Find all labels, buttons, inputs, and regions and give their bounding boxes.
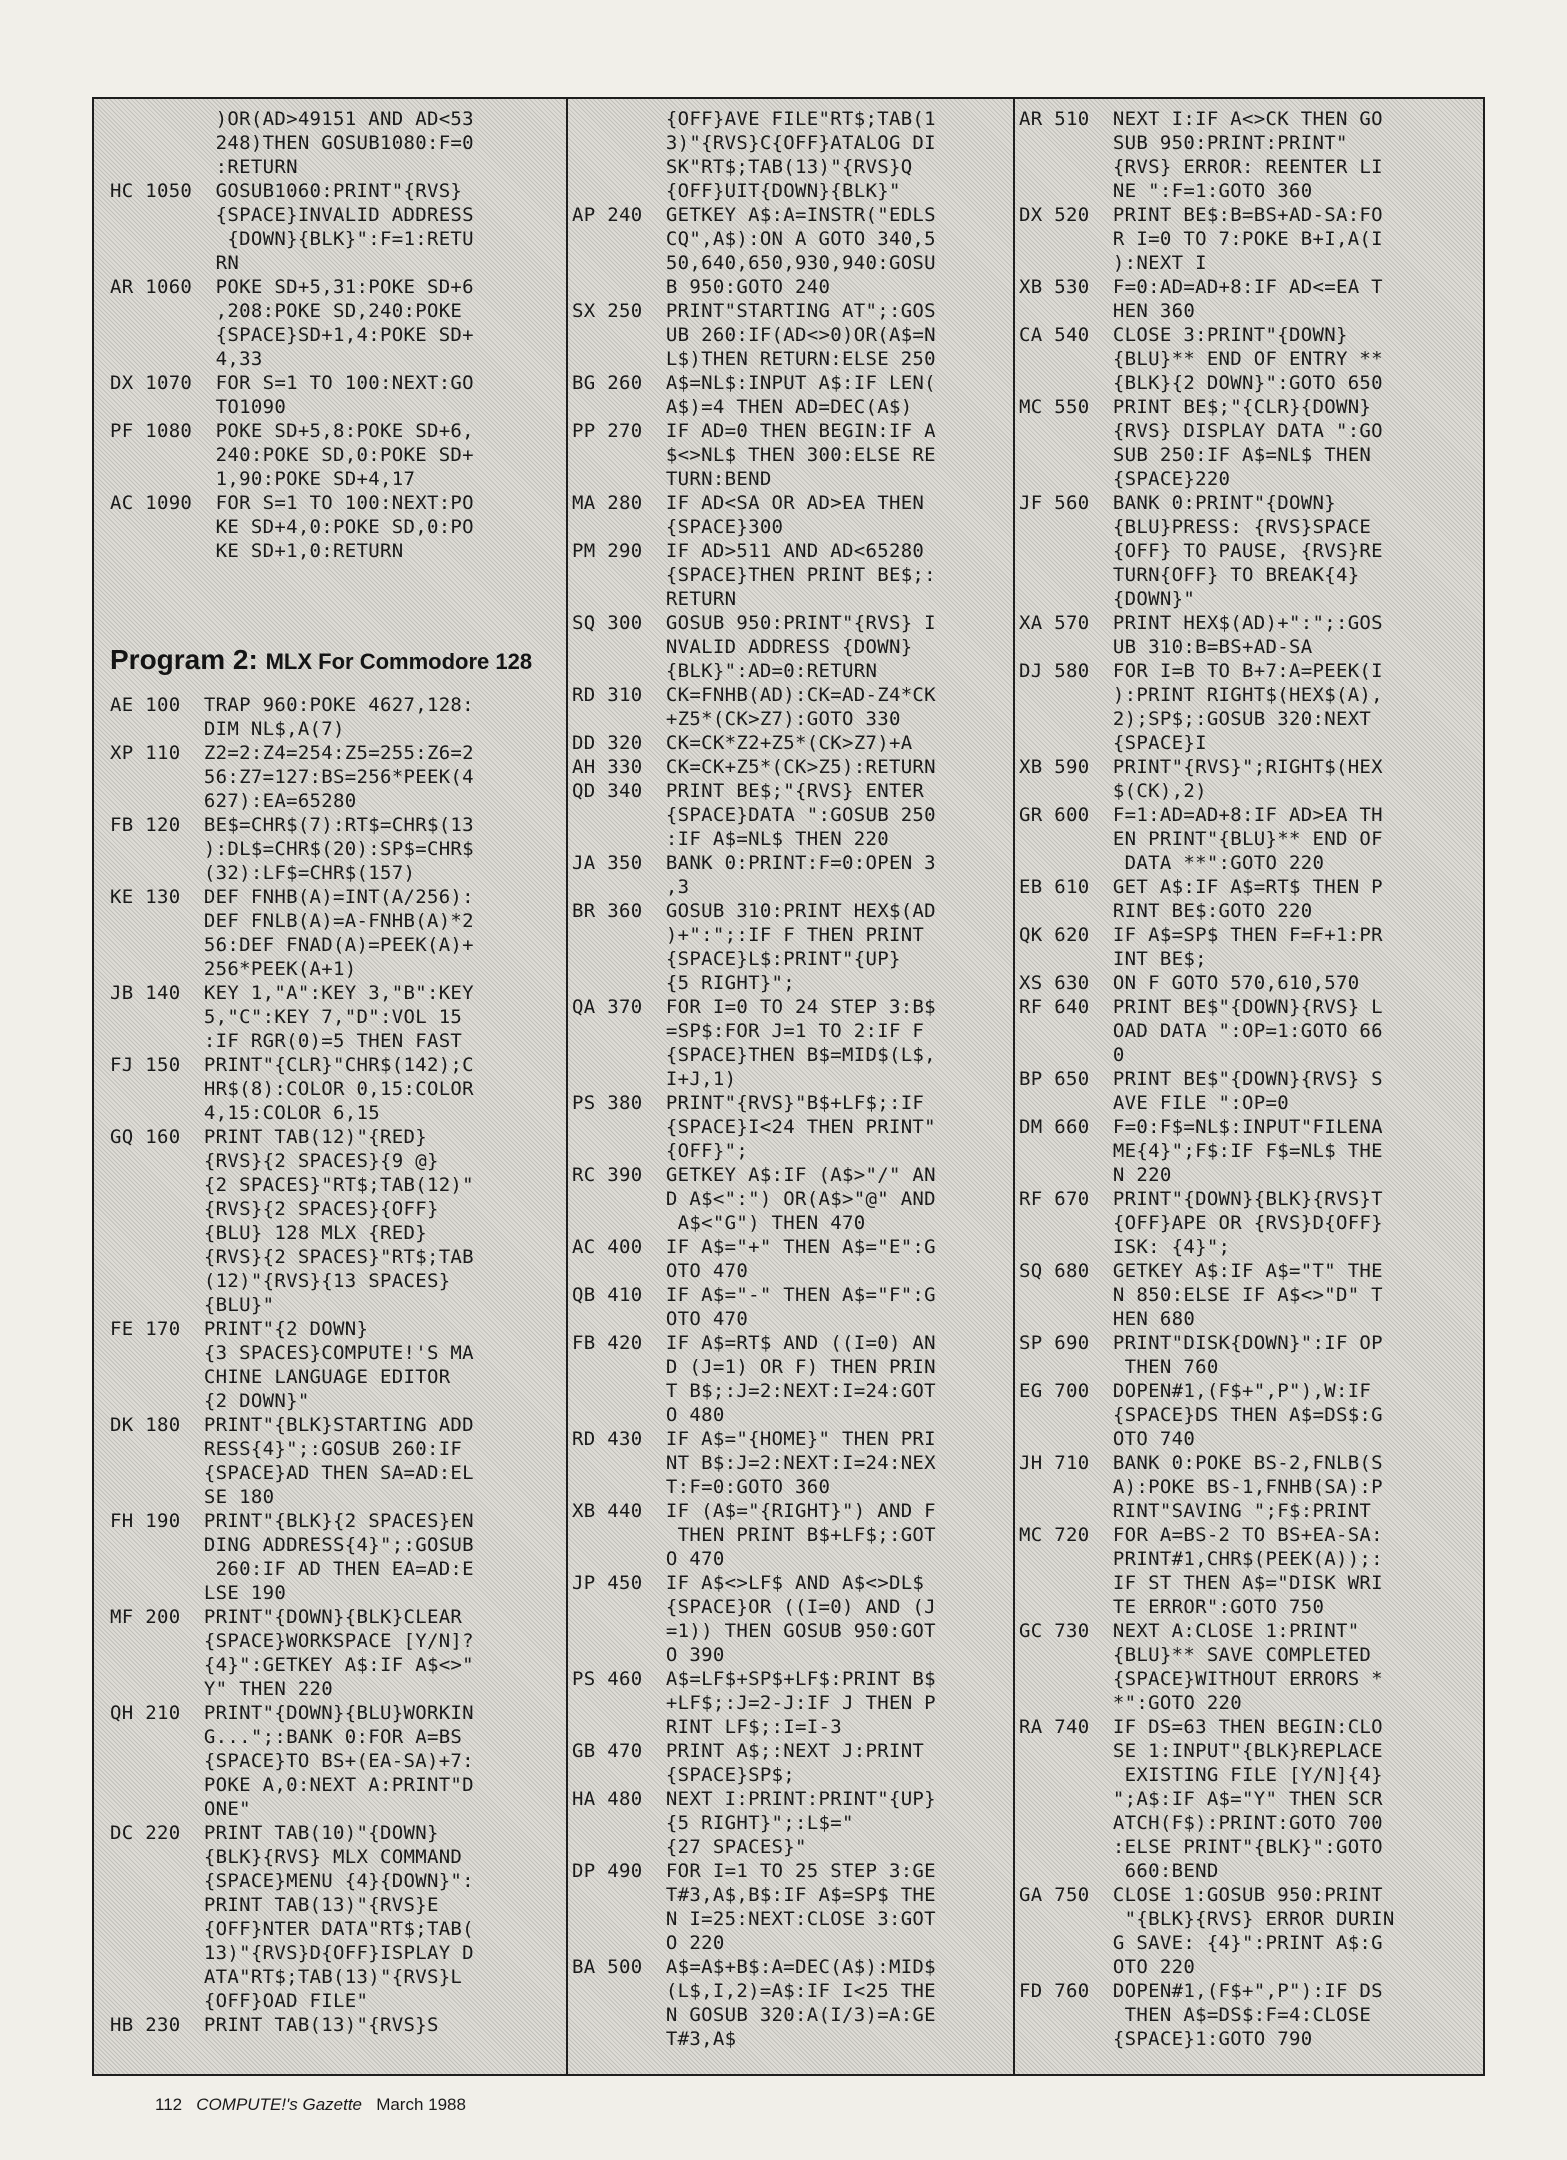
code-line: FB 120 BE$=CHR$(7):RT$=CHR$(13 <box>110 814 474 836</box>
code-line: {RVS} DISPLAY DATA ":GO <box>1019 420 1383 442</box>
listing-column-3 <box>1019 107 1474 2066</box>
code-line: :ELSE PRINT"{BLK}":GOTO <box>1019 1836 1383 1858</box>
code-line: JP 450 IF A$<>LF$ AND A$<>DL$ <box>572 1572 925 1594</box>
code-line: 627):EA=65280 <box>110 790 357 812</box>
code-line: NVALID ADDRESS {DOWN} <box>572 636 913 658</box>
code-line: BR 360 GOSUB 310:PRINT HEX$(AD <box>572 900 936 922</box>
code-line: ,208:POKE SD,240:POKE <box>110 300 463 322</box>
code-line: G SAVE: {4}":PRINT A$:G <box>1019 1932 1383 1954</box>
code-line: XA 570 PRINT HEX$(AD)+":";:GOS <box>1019 612 1383 634</box>
code-line: {OFF}"; <box>572 1140 749 1162</box>
code-line: PM 290 IF AD>511 AND AD<65280 <box>572 540 925 562</box>
code-line: MC 550 PRINT BE$;"{CLR}{DOWN} <box>1019 396 1372 418</box>
code-line: (12)"{RVS}{13 SPACES} <box>110 1270 451 1292</box>
code-line: FB 420 IF A$=RT$ AND ((I=0) AN <box>572 1332 936 1354</box>
code-line: JA 350 BANK 0:PRINT:F=0:OPEN 3 <box>572 852 936 874</box>
code-line: ,3 <box>572 876 690 898</box>
code-line: 4,33 <box>110 348 263 370</box>
code-line: {BLU}** END OF ENTRY ** <box>1019 348 1383 370</box>
code-line: {SPACE}220 <box>1019 468 1231 490</box>
code-line: {DOWN}{BLK}":F=1:RETU <box>110 228 474 250</box>
code-line: FJ 150 PRINT"{CLR}"CHR$(142);C <box>110 1054 474 1076</box>
code-line: OAD DATA ":OP=1:GOTO 66 <box>1019 1020 1383 1042</box>
issue-date: March 1988 <box>376 2095 466 2114</box>
code-line: AVE FILE ":OP=0 <box>1019 1092 1289 1114</box>
code-line: AH 330 CK=CK+Z5*(CK>Z5):RETURN <box>572 756 936 778</box>
code-line: SUB 250:IF A$=NL$ THEN <box>1019 444 1372 466</box>
code-line: =1)) THEN GOSUB 950:GOT <box>572 1620 936 1642</box>
code-line: LSE 190 <box>110 1582 287 1604</box>
code-line: ):PRINT RIGHT$(HEX$(A), <box>1019 684 1383 706</box>
code-line: GC 730 NEXT A:CLOSE 1:PRINT" <box>1019 1620 1360 1642</box>
code-line: {SPACE}1:GOTO 790 <box>1019 2028 1313 2050</box>
code-line: BP 650 PRINT BE$"{DOWN}{RVS} S <box>1019 1068 1383 1090</box>
code-line: HEN 680 <box>1019 1308 1196 1330</box>
code-line: KE SD+4,0:POKE SD,0:PO <box>110 516 474 538</box>
code-line: {BLU} 128 MLX {RED} <box>110 1222 427 1244</box>
code-line: +LF$;:J=2-J:IF J THEN P <box>572 1692 936 1714</box>
code-line: CA 540 CLOSE 3:PRINT"{DOWN} <box>1019 324 1348 346</box>
code-line: ME{4}";F$:IF F$=NL$ THE <box>1019 1140 1383 1162</box>
code-line: D (J=1) OR F) THEN PRIN <box>572 1356 936 1378</box>
code-line: N I=25:NEXT:CLOSE 3:GOT <box>572 1908 936 1930</box>
code-line: {BLU}" <box>110 1294 275 1316</box>
code-line: BG 260 A$=NL$:INPUT A$:IF LEN( <box>572 372 936 394</box>
code-line: HEN 360 <box>1019 300 1196 322</box>
code-line: :RETURN <box>110 156 298 178</box>
code-line: BA 500 A$=A$+B$:A=DEC(A$):MID$ <box>572 1956 936 1978</box>
code-line: QK 620 IF A$=SP$ THEN F=F+1:PR <box>1019 924 1383 946</box>
code-line: 1,90:POKE SD+4,17 <box>110 468 416 490</box>
code-line: UB 310:B=BS+AD-SA <box>1019 636 1313 658</box>
code-line: T#3,A$,B$:IF A$=SP$ THE <box>572 1884 936 1906</box>
code-line: RN <box>110 252 240 274</box>
code-line: OTO 470 <box>572 1308 749 1330</box>
code-line: {27 SPACES}" <box>572 1836 807 1858</box>
listing-column-2 <box>572 107 1012 2066</box>
code-line: CQ",A$):ON A GOTO 340,5 <box>572 228 936 250</box>
code-line: ";A$:IF A$="Y" THEN SCR <box>1019 1788 1383 1810</box>
code-line: PRINT#1,CHR$(PEEK(A));: <box>1019 1548 1383 1570</box>
code-line: 2);SP$;:GOSUB 320:NEXT <box>1019 708 1372 730</box>
code-line: RINT LF$;:I=I-3 <box>572 1716 842 1738</box>
code-line: )+":";:IF F THEN PRINT <box>572 924 925 946</box>
code-line: {BLK}":AD=0:RETURN <box>572 660 878 682</box>
program-heading-title: Program 2: <box>110 644 258 675</box>
code-line: 240:POKE SD,0:POKE SD+ <box>110 444 474 466</box>
code-line: T B$;:J=2:NEXT:I=24:GOT <box>572 1380 936 1402</box>
code-line: OTO 740 <box>1019 1428 1196 1450</box>
code-line: (32):LF$=CHR$(157) <box>110 862 416 884</box>
code-line: THEN PRINT B$+LF$;:GOT <box>572 1524 936 1546</box>
code-line: DX 1070 FOR S=1 TO 100:NEXT:GO <box>110 372 474 394</box>
code-line: GR 600 F=1:AD=AD+8:IF AD>EA TH <box>1019 804 1383 826</box>
code-line: MC 720 FOR A=BS-2 TO BS+EA-SA: <box>1019 1524 1383 1546</box>
code-line: {5 RIGHT}"; <box>572 972 796 994</box>
code-line: {SPACE}DATA ":GOSUB 250 <box>572 804 936 826</box>
code-line: :IF RGR(0)=5 THEN FAST <box>110 1030 463 1052</box>
code-line: 248)THEN GOSUB1080:F=0 <box>110 132 474 154</box>
code-line: PS 380 PRINT"{RVS}"B$+LF$;:IF <box>572 1092 925 1114</box>
code-line: EXISTING FILE [Y/N]{4} <box>1019 1764 1383 1786</box>
page-number: 112 <box>155 2095 183 2114</box>
code-line: DK 180 PRINT"{BLK}STARTING ADD <box>110 1414 474 1436</box>
code-line: SK"RT$;TAB(13)"{RVS}Q <box>572 156 913 178</box>
code-line: TURN{OFF} TO BREAK{4} <box>1019 564 1360 586</box>
code-line: XB 530 F=0:AD=AD+8:IF AD<=EA T <box>1019 276 1383 298</box>
code-line: {2 SPACES}"RT$;TAB(12)" <box>110 1174 474 1196</box>
code-line: G...";:BANK 0:FOR A=BS <box>110 1726 463 1748</box>
code-line: {OFF}NTER DATA"RT$;TAB( <box>110 1918 474 1940</box>
code-line: NE ":F=1:GOTO 360 <box>1019 180 1313 202</box>
code-line: SP 690 PRINT"DISK{DOWN}":IF OP <box>1019 1332 1383 1354</box>
code-line: 4,15:COLOR 6,15 <box>110 1102 380 1124</box>
code-line: {SPACE}TO BS+(EA-SA)+7: <box>110 1750 474 1772</box>
code-line: {OFF} TO PAUSE, {RVS}RE <box>1019 540 1383 562</box>
code-line: {OFF}UIT{DOWN}{BLK}" <box>572 180 901 202</box>
code-line: {SPACE}300 <box>572 516 784 538</box>
code-line: AP 240 GETKEY A$:A=INSTR("EDLS <box>572 204 936 226</box>
program-heading-subtitle: MLX For Commodore 128 <box>265 649 533 674</box>
code-line: RF 670 PRINT"{DOWN}{BLK}{RVS}T <box>1019 1188 1383 1210</box>
code-line: XB 440 IF (A$="{RIGHT}") AND F <box>572 1500 936 1522</box>
column-divider <box>566 99 568 2074</box>
code-line: AR 510 NEXT I:IF A<>CK THEN GO <box>1019 108 1383 130</box>
code-line: {3 SPACES}COMPUTE!'S MA <box>110 1342 474 1364</box>
code-line: HC 1050 GOSUB1060:PRINT"{RVS} <box>110 180 463 202</box>
code-line: ATA"RT$;TAB(13)"{RVS}L <box>110 1966 463 1988</box>
code-line: A$)=4 THEN AD=DEC(A$) <box>572 396 913 418</box>
code-line: $<>NL$ THEN 300:ELSE RE <box>572 444 936 466</box>
code-line: DEF FNLB(A)=A-FNHB(A)*2 <box>110 910 474 932</box>
code-line: JF 560 BANK 0:PRINT"{DOWN} <box>1019 492 1336 514</box>
code-line: PRINT TAB(13)"{RVS}E <box>110 1894 439 1916</box>
code-line: N 220 <box>1019 1164 1172 1186</box>
code-line: {SPACE}OR ((I=0) AND (J <box>572 1596 936 1618</box>
code-line: EB 610 GET A$:IF A$=RT$ THEN P <box>1019 876 1383 898</box>
code-line: FE 170 PRINT"{2 DOWN} <box>110 1318 369 1340</box>
code-line: {SPACE}I<24 THEN PRINT" <box>572 1116 936 1138</box>
code-line: QB 410 IF A$="-" THEN A$="F":G <box>572 1284 936 1306</box>
code-line: {DOWN}" <box>1019 588 1196 610</box>
code-line: N GOSUB 320:A(I/3)=A:GE <box>572 2004 936 2026</box>
code-line: 56:Z7=127:BS=256*PEEK(4 <box>110 766 474 788</box>
code-line: {OFF}APE OR {RVS}D{OFF} <box>1019 1212 1383 1234</box>
code-line: 5,"C":KEY 7,"D":VOL 15 <box>110 1006 463 1028</box>
code-line: UB 260:IF(AD<>0)OR(A$=N <box>572 324 936 346</box>
code-line: SE 1:INPUT"{BLK}REPLACE <box>1019 1740 1383 1762</box>
code-line: ):DL$=CHR$(20):SP$=CHR$ <box>110 838 474 860</box>
code-line: FD 760 DOPEN#1,(F$+",P"):IF DS <box>1019 1980 1383 2002</box>
code-line: DING ADDRESS{4}";:GOSUB <box>110 1534 474 1556</box>
code-line: T#3,A$ <box>572 2028 737 2050</box>
code-line: {RVS}{2 SPACES}"RT$;TAB <box>110 1246 474 1268</box>
code-line: ISK: {4}"; <box>1019 1236 1231 1258</box>
code-line: CHINE LANGUAGE EDITOR <box>110 1366 451 1388</box>
code-line: N 850:ELSE IF A$<>"D" T <box>1019 1284 1383 1306</box>
code-line: {RVS}{2 SPACES}{9 @} <box>110 1150 439 1172</box>
code-line: )OR(AD>49151 AND AD<53 <box>110 108 474 130</box>
code-line: {SPACE}SP$; <box>572 1764 796 1786</box>
program-heading <box>110 643 565 679</box>
code-line: RD 430 IF A$="{HOME}" THEN PRI <box>572 1428 936 1450</box>
column-divider <box>1013 99 1015 2074</box>
code-line: JH 710 BANK 0:POKE BS-2,FNLB(S <box>1019 1452 1383 1474</box>
code-line: I+J,1) <box>572 1068 737 1090</box>
listing-column-1 <box>110 107 565 2066</box>
code-line: RINT"SAVING ";F$:PRINT <box>1019 1500 1372 1522</box>
code-line: {SPACE}THEN B$=MID$(L$, <box>572 1044 936 1066</box>
code-line: ATCH(F$):PRINT:GOTO 700 <box>1019 1812 1383 1834</box>
section-gap <box>110 563 565 643</box>
code-line: NT B$:J=2:NEXT:I=24:NEX <box>572 1452 936 1474</box>
code-line: TO1090 <box>110 396 287 418</box>
code-line: ONE" <box>110 1798 251 1820</box>
code-line: {SPACE}INVALID ADDRESS <box>110 204 474 226</box>
code-line: AC 1090 FOR S=1 TO 100:NEXT:PO <box>110 492 474 514</box>
code-line: {OFF}AVE FILE"RT$;TAB(1 <box>572 108 936 130</box>
code-line: KE 130 DEF FNHB(A)=INT(A/256): <box>110 886 474 908</box>
code-line: O 220 <box>572 1932 725 1954</box>
code-line: SQ 680 GETKEY A$:IF A$="T" THE <box>1019 1260 1383 1282</box>
code-line: EG 700 DOPEN#1,(F$+",P"),W:IF <box>1019 1380 1372 1402</box>
code-line: :IF A$=NL$ THEN 220 <box>572 828 889 850</box>
page-footer <box>155 2095 466 2115</box>
code-line: THEN A$=DS$:F=4:CLOSE <box>1019 2004 1372 2026</box>
code-line: RINT BE$:GOTO 220 <box>1019 900 1313 922</box>
code-line: *":GOTO 220 <box>1019 1692 1243 1714</box>
code-line: RC 390 GETKEY A$:IF (A$>"/" AN <box>572 1164 936 1186</box>
code-line: {SPACE}DS THEN A$=DS$:G <box>1019 1404 1383 1426</box>
code-line: DX 520 PRINT BE$:B=BS+AD-SA:FO <box>1019 204 1383 226</box>
code-line: FH 190 PRINT"{BLK}{2 SPACES}EN <box>110 1510 474 1532</box>
code-line: 256*PEEK(A+1) <box>110 958 357 980</box>
code-line: OTO 220 <box>1019 1956 1196 1978</box>
code-line: O 480 <box>572 1404 725 1426</box>
code-line: SUB 950:PRINT:PRINT" <box>1019 132 1348 154</box>
code-line: SE 180 <box>110 1486 275 1508</box>
code-line: L$)THEN RETURN:ELSE 250 <box>572 348 936 370</box>
code-line: A$<"G") THEN 470 <box>572 1212 866 1234</box>
code-line: $(CK),2) <box>1019 780 1207 802</box>
code-line: JB 140 KEY 1,"A":KEY 3,"B":KEY <box>110 982 474 1004</box>
code-line: ):NEXT I <box>1019 252 1207 274</box>
code-line: {2 DOWN}" <box>110 1390 310 1412</box>
code-line: MF 200 PRINT"{DOWN}{BLK}CLEAR <box>110 1606 463 1628</box>
code-line: HB 230 PRINT TAB(13)"{RVS}S <box>110 2014 439 2036</box>
code-line: IF ST THEN A$="DISK WRI <box>1019 1572 1383 1594</box>
code-line: (L$,I,2)=A$:IF I<25 THE <box>572 1980 936 2002</box>
code-line: SQ 300 GOSUB 950:PRINT"{RVS} I <box>572 612 936 634</box>
code-line: AE 100 TRAP 960:POKE 4627,128: <box>110 694 474 716</box>
code-line: {4}":GETKEY A$:IF A$<>" <box>110 1654 474 1676</box>
code-line: {SPACE}WORKSPACE [Y/N]? <box>110 1630 474 1652</box>
code-line: {SPACE}L$:PRINT"{UP} <box>572 948 901 970</box>
code-line: XS 630 ON F GOTO 570,610,570 <box>1019 972 1360 994</box>
code-line: SX 250 PRINT"STARTING AT";:GOS <box>572 300 936 322</box>
code-line: PP 270 IF AD=0 THEN BEGIN:IF A <box>572 420 936 442</box>
code-line: GA 750 CLOSE 1:GOSUB 950:PRINT <box>1019 1884 1383 1906</box>
code-line: DATA **":GOTO 220 <box>1019 852 1325 874</box>
code-line: RESS{4}";:GOSUB 260:IF <box>110 1438 463 1460</box>
code-line: 13)"{RVS}D{OFF}ISPLAY D <box>110 1942 474 1964</box>
code-line: =SP$:FOR J=1 TO 2:IF F <box>572 1020 925 1042</box>
code-line: PS 460 A$=LF$+SP$+LF$:PRINT B$ <box>572 1668 936 1690</box>
code-line: QH 210 PRINT"{DOWN}{BLU}WORKIN <box>110 1702 474 1724</box>
code-line: HR$(8):COLOR 0,15:COLOR <box>110 1078 474 1100</box>
code-line: RA 740 IF DS=63 THEN BEGIN:CLO <box>1019 1716 1383 1738</box>
code-line: POKE A,0:NEXT A:PRINT"D <box>110 1774 474 1796</box>
code-line: PF 1080 POKE SD+5,8:POKE SD+6, <box>110 420 474 442</box>
code-line: TURN:BEND <box>572 468 772 490</box>
code-line: {SPACE}SD+1,4:POKE SD+ <box>110 324 474 346</box>
code-line: THEN 760 <box>1019 1356 1219 1378</box>
code-line: T:F=0:GOTO 360 <box>572 1476 831 1498</box>
code-line: INT BE$; <box>1019 948 1207 970</box>
code-line: AC 400 IF A$="+" THEN A$="E":G <box>572 1236 936 1258</box>
code-line: +Z5*(CK>Z7):GOTO 330 <box>572 708 901 730</box>
code-line: XB 590 PRINT"{RVS}";RIGHT$(HEX <box>1019 756 1383 778</box>
code-line: 50,640,650,930,940:GOSU <box>572 252 936 274</box>
code-line: RD 310 CK=FNHB(AD):CK=AD-Z4*CK <box>572 684 936 706</box>
code-line: TE ERROR":GOTO 750 <box>1019 1596 1325 1618</box>
code-line: {SPACE}MENU {4}{DOWN}": <box>110 1870 474 1892</box>
code-line: {SPACE}AD THEN SA=AD:EL <box>110 1462 474 1484</box>
code-line: {5 RIGHT}";:L$=" <box>572 1812 854 1834</box>
code-line: RF 640 PRINT BE$"{DOWN}{RVS} L <box>1019 996 1383 1018</box>
code-line: {SPACE}I <box>1019 732 1207 754</box>
code-line: Y" THEN 220 <box>110 1678 334 1700</box>
code-line: 0 <box>1019 1044 1125 1066</box>
code-line: OTO 470 <box>572 1260 749 1282</box>
code-line: {SPACE}WITHOUT ERRORS * <box>1019 1668 1383 1690</box>
code-line: D A$<":") OR(A$>"@" AND <box>572 1188 936 1210</box>
code-line: O 390 <box>572 1644 725 1666</box>
code-line: 3)"{RVS}C{OFF}ATALOG DI <box>572 132 936 154</box>
code-line: EN PRINT"{BLU}** END OF <box>1019 828 1383 850</box>
code-line: 56:DEF FNAD(A)=PEEK(A)+ <box>110 934 474 956</box>
code-line: KE SD+1,0:RETURN <box>110 540 404 562</box>
code-line: R I=0 TO 7:POKE B+I,A(I <box>1019 228 1383 250</box>
code-line: AR 1060 POKE SD+5,31:POKE SD+6 <box>110 276 474 298</box>
code-line: GQ 160 PRINT TAB(12)"{RED} <box>110 1126 427 1148</box>
code-line: {RVS} ERROR: REENTER LI <box>1019 156 1383 178</box>
code-line: RETURN <box>572 588 737 610</box>
code-line: 660:BEND <box>1019 1860 1219 1882</box>
listing-frame <box>92 97 1485 2076</box>
code-line: A):POKE BS-1,FNHB(SA):P <box>1019 1476 1383 1498</box>
code-line: {RVS}{2 SPACES}{OFF} <box>110 1198 439 1220</box>
code-line: QA 370 FOR I=0 TO 24 STEP 3:B$ <box>572 996 936 1018</box>
code-line: {SPACE}THEN PRINT BE$;: <box>572 564 936 586</box>
code-line: {BLU}PRESS: {RVS}SPACE <box>1019 516 1372 538</box>
code-line: DP 490 FOR I=1 TO 25 STEP 3:GE <box>572 1860 936 1882</box>
code-line: O 470 <box>572 1548 725 1570</box>
code-line: {BLU}** SAVE COMPLETED <box>1019 1644 1372 1666</box>
code-line: GB 470 PRINT A$;:NEXT J:PRINT <box>572 1740 925 1762</box>
code-line: HA 480 NEXT I:PRINT:PRINT"{UP} <box>572 1788 936 1810</box>
code-line: 260:IF AD THEN EA=AD:E <box>110 1558 474 1580</box>
code-line: MA 280 IF AD<SA OR AD>EA THEN <box>572 492 925 514</box>
code-line: DD 320 CK=CK*Z2+Z5*(CK>Z7)+A <box>572 732 913 754</box>
code-line: DC 220 PRINT TAB(10)"{DOWN} <box>110 1822 439 1844</box>
code-line: DM 660 F=0:F$=NL$:INPUT"FILENA <box>1019 1116 1383 1138</box>
magazine-name: COMPUTE!'s Gazette <box>196 2095 363 2114</box>
code-line: DJ 580 FOR I=B TO B+7:A=PEEK(I <box>1019 660 1383 682</box>
code-line: "{BLK}{RVS} ERROR DURIN <box>1019 1908 1395 1930</box>
code-line: {BLK}{2 DOWN}":GOTO 650 <box>1019 372 1383 394</box>
code-line: QD 340 PRINT BE$;"{RVS} ENTER <box>572 780 925 802</box>
code-line: XP 110 Z2=2:Z4=254:Z5=255:Z6=2 <box>110 742 474 764</box>
code-line: {BLK}{RVS} MLX COMMAND <box>110 1846 463 1868</box>
code-line: DIM NL$,A(7) <box>110 718 345 740</box>
code-line: B 950:GOTO 240 <box>572 276 831 298</box>
code-line: {OFF}OAD FILE" <box>110 1990 369 2012</box>
